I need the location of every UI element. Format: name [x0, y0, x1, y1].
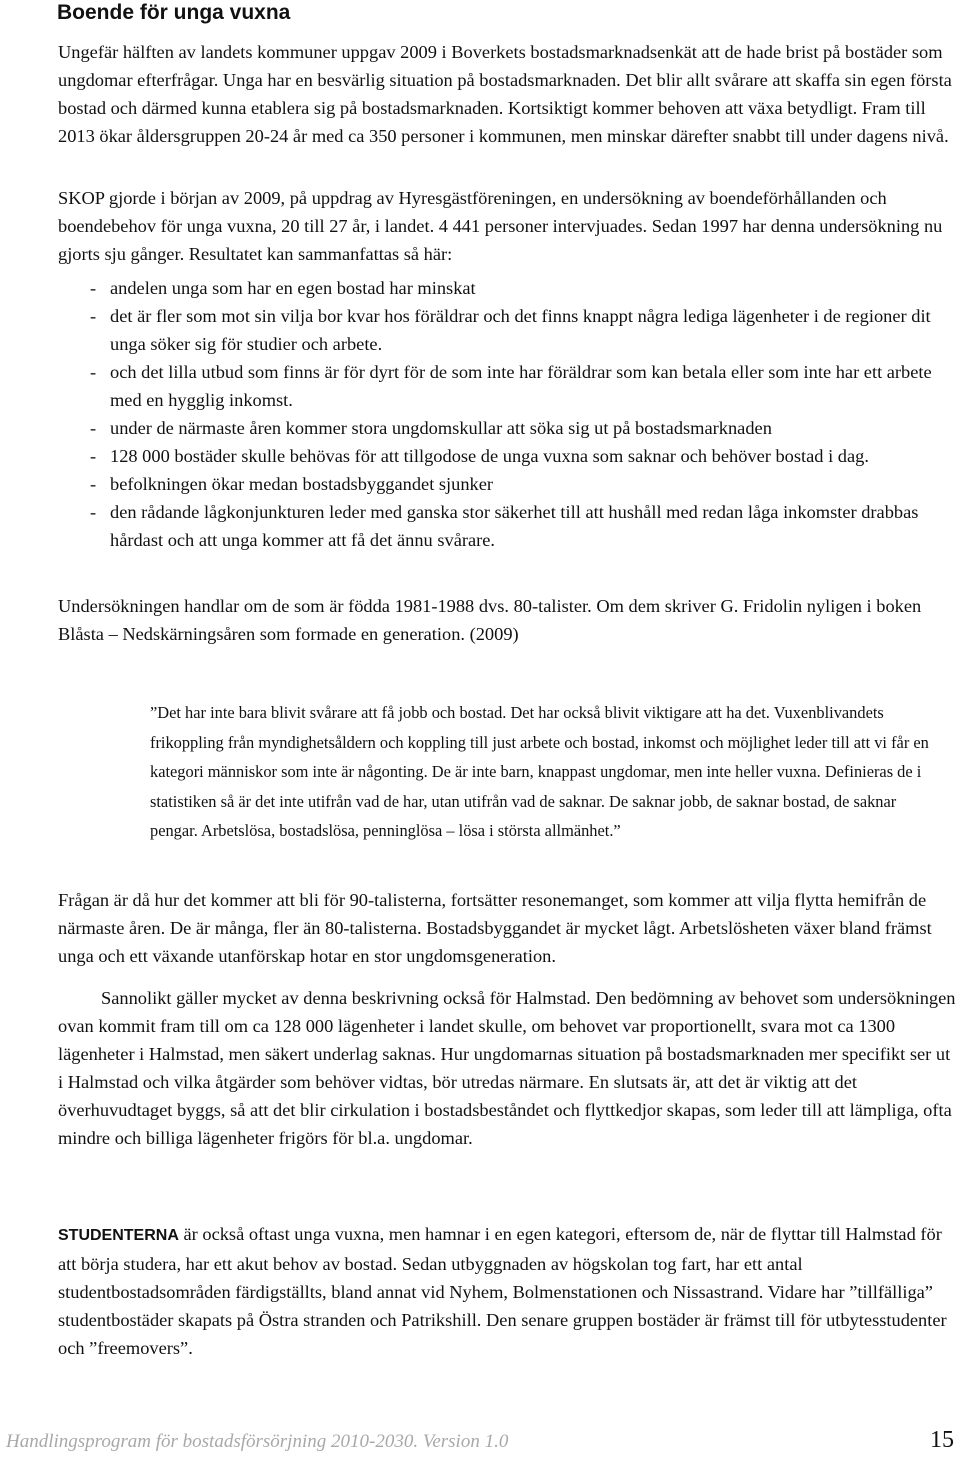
- generation-paragraph: [58, 592, 958, 648]
- students-paragraph: [58, 1220, 958, 1362]
- list-item: [58, 358, 958, 414]
- paragraph-text: Undersökningen handlar om de som är födda 1981-1988 dvs. 80-talister. Om dem skriver G. Fridolin nyligen i boken Blåsta – Nedskärningsåren som formade en generation. (2009): [58, 596, 922, 644]
- paragraph-text: Sannolikt gäller mycket av denna beskrivning också för Halmstad. Den bedömning av behovet som undersökningen ovan kommit fram till om ca 128 000 lägenheter i landet skulle, om behovet var proportionellt, svara mot ca 1300 lägenheter i Halmstad, men säkert underlag saknas. Hur ungdomarnas situation på bostadsmarknaden mer specifikt ser ut i Halmstad och vilka åtgärder som behöver vidtas, bör utredas närmare. En slutsats är, att det är viktig att det överhuvudtaget byggs, så att det blir cirkulation i bostadsbeståndet och flyttkedjor skapas, som leder till att lämpliga, ofta mindre och billiga lägenheter frigörs för bl.a. ungdomar.: [58, 988, 956, 1148]
- list-bullet: -: [90, 474, 97, 494]
- list-bullet: -: [90, 278, 97, 298]
- list-item: [58, 274, 958, 302]
- list-item: [58, 302, 958, 358]
- paragraph-text: Frågan är då hur det kommer att bli för 90-talisterna, fortsätter resonemanget, som kommer att vilja flytta hemifrån de närmaste åren. De är många, fler än 80-talisterna. Bostadsbyggandet är mycket lågt. Arbetslösheten växer bland främst unga och ett växande utanförskap hotar en stor ungdomsgeneration.: [58, 890, 932, 966]
- list-item-text: befolkningen ökar medan bostadsbyggandet sjunker: [110, 474, 494, 494]
- list-item-text: det är fler som mot sin vilja bor kvar hos föräldrar och det finns knappt några lediga lägenheter i de regioner dit unga söker sig för studier och arbete.: [110, 306, 931, 354]
- page-footer: [0, 1427, 960, 1461]
- list-item: [58, 470, 958, 498]
- list-item: [58, 442, 958, 470]
- list-item-text: under de närmaste åren kommer stora ungdomskullar att söka sig ut på bostadsmarknaden: [110, 418, 772, 438]
- paragraph-text: SKOP gjorde i början av 2009, på uppdrag av Hyresgästföreningen, en undersökning av boendeförhållanden och boendebehov för unga vuxna, 20 till 27 år, i landet. 4 441 personer intervjuades. Sedan 1997 har denna undersökning nu gjorts sju gånger. Resultatet kan sammanfattas så här:: [58, 188, 943, 264]
- list-bullet: -: [90, 446, 97, 466]
- list-bullet: -: [90, 502, 97, 522]
- list-item: [58, 498, 958, 554]
- list-item: [58, 414, 958, 442]
- paragraph-text: Ungefär hälften av landets kommuner uppgav 2009 i Boverkets bostadsmarknadsenkät att de hade brist på bostäder som ungdomar efterfrågar. Unga har en besvärlig situation på bostadsmarknaden. Det blir allt svårare att skaffa sin egen första bostad och därmed kunna etablera sig på bostadsmarknaden. Kortsiktigt kommer behoven att växa betydligt. Fram till 2013 ökar åldersgruppen 20-24 år med ca 350 personer i kommunen, men minskar därefter snabbt till under dagens nivå.: [58, 42, 952, 146]
- list-item-text: och det lilla utbud som finns är för dyrt för de som inte har föräldrar som kan betala eller som inte har ett arbete med en hygglig inkomst.: [110, 362, 932, 410]
- list-item-text: andelen unga som har en egen bostad har minskat: [110, 278, 476, 298]
- skop-paragraph: [58, 184, 958, 268]
- list-bullet: -: [90, 362, 97, 382]
- list-item-text: 128 000 bostäder skulle behövas för att tillgodose de unga vuxna som saknar och behöver bostad i dag.: [110, 446, 869, 466]
- halmstad-paragraph: [58, 984, 958, 1152]
- footer-document-title: Handlingsprogram för bostadsförsörjning 2010-2030. Version 1.0: [6, 1431, 509, 1452]
- block-quote: ”Det har inte bara blivit svårare att få jobb och bostad. Det har också blivit viktigare att ha det. Vuxenblivandets frikoppling från myndighetsåldern och koppling till just arbete och bostad, inkomst och möjlighet leder till att vi får en kategori människor som inte är någonting. De är inte barn, knappast ungdomar, men inte heller vuxna. Definieras de i statistiken så är det inte utifrån vad de har, utan utifrån vad de saknar. De saknar jobb, de saknar bostad, de saknar pengar. Arbetslösa, bostadslösa, penninglösa – lösa i största allmänhet.”: [150, 703, 929, 841]
- list-item-text: den rådande lågkonjunkturen leder med ganska stor säkerhet till att hushåll med redan låga inkomster drabbas hårdast och att unga kommer att få det ännu svårare.: [110, 502, 919, 550]
- students-text: är också oftast unga vuxna, men hamnar i en egen kategori, eftersom de, när de flyttar till Halmstad för att börja studera, har ett akut behov av bostad. Sedan utbyggnaden av högskolan tog fart, har ett antal studentbostadsområden färdigställts, bland annat vid Nyhem, Bolmenstationen och Nissastrand. Vidare har ”tillfälliga” studentbostäder skapats på Östra stranden och Patrikshill. Den senare gruppen bostäder är främst till för utbytesstudenter och ”freemovers”.: [58, 1224, 947, 1358]
- paragraph-text: [58, 1220, 958, 1362]
- students-lead-word: STUDENTERNA: [58, 1227, 179, 1244]
- section-heading: Boende för unga vuxna: [57, 1, 291, 24]
- list-bullet: -: [90, 306, 97, 326]
- ninety-paragraph: [58, 886, 958, 970]
- list-bullet: -: [90, 418, 97, 438]
- intro-paragraph: [58, 38, 958, 150]
- page-number: 15: [930, 1427, 954, 1453]
- results-list: [58, 274, 958, 554]
